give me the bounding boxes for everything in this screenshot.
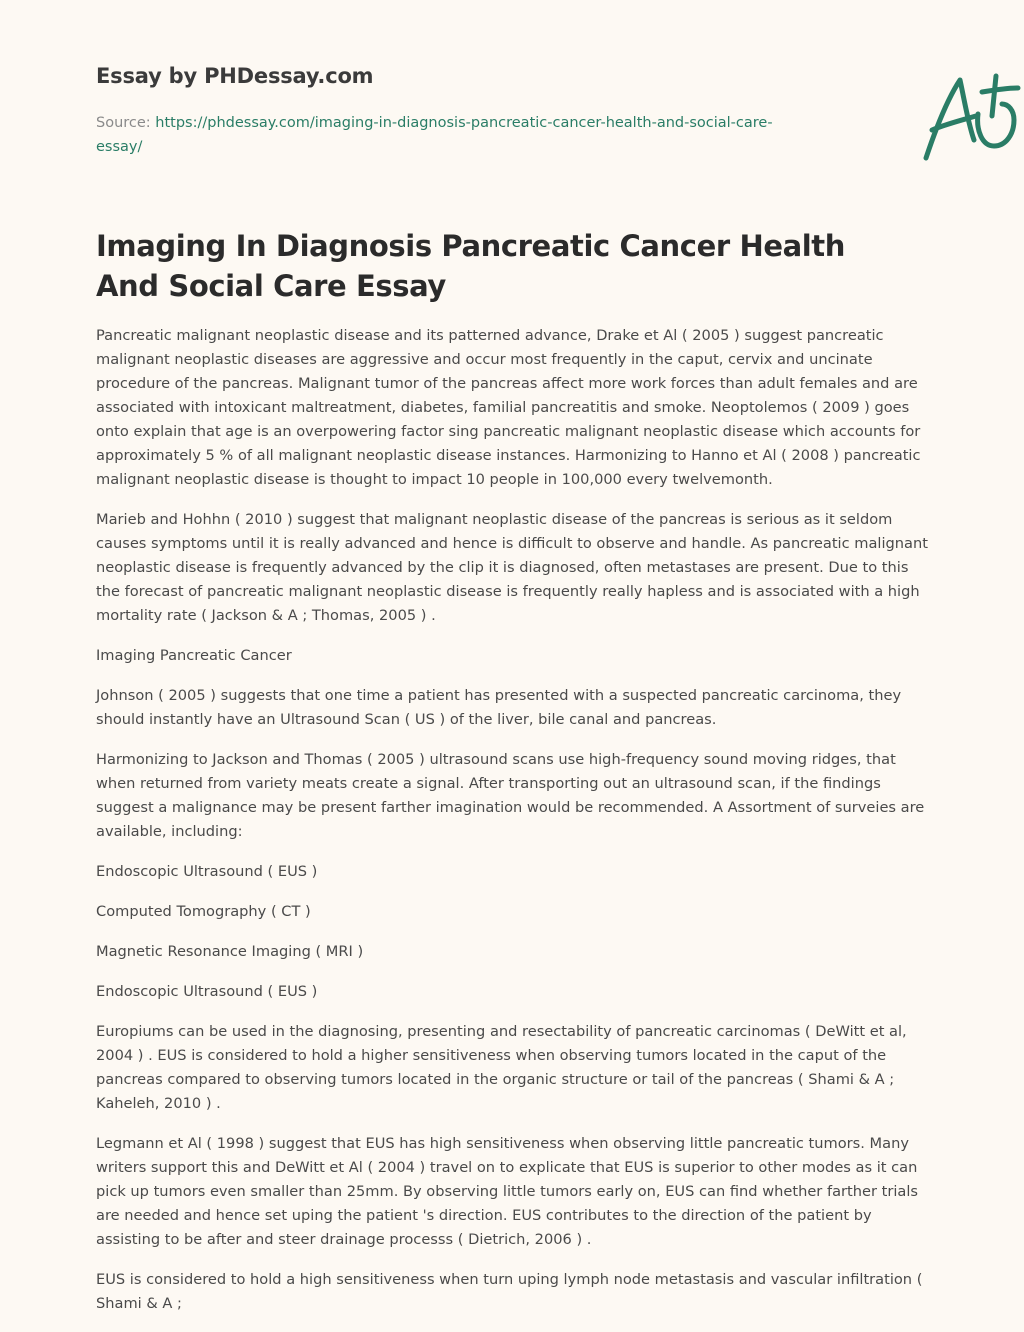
paragraph: Pancreatic malignant neoplastic disease and its patterned advance, Drake et Al ( 2005 ) suggest pancreatic malignant neoplastic diseases are aggressive and occur most frequently in the caput, cervix and uncinate procedure of the pancreas. Malignant tumor of the pancreas affect more work forces than adult females and are associated with intoxicant maltreatment, diabetes, familial pancreatitis and smoke. Neoptolemos ( 2009 ) goes onto explain that age is an overpowering factor sing pancreatic malignant neoplastic disease which accounts for approximately 5 % of all malignant neoplastic disease instances. Harmonizing to Hanno et Al ( 2008 ) pancreatic malignant neoplastic disease is thought to impact 10 people in 100,000 every twelvemonth. xyxy=(96,327,921,488)
paragraph: Legmann et Al ( 1998 ) suggest that EUS has high sensitiveness when observing little pancreatic tumors. Many writers support this and DeWitt et Al ( 2004 ) travel on to explicate that EUS is superior to other modes as it can pick up tumors even smaller than 25mm. By observing little tumors early on, EUS can find whether farther trials are needed and hence set uping the patient 's direction. EUS contributes to the direction of the patient by assisting to be after and steer drainage processs ( Dietrich, 2006 ) . xyxy=(96,1135,918,1248)
paragraph: Marieb and Hohhn ( 2010 ) suggest that malignant neoplastic disease of the pancreas is serious as it seldom causes symptoms until it is really advanced and hence is difficult to observe and handle. As pancreatic malignant neoplastic disease is frequently advanced by the clip it is diagnosed, often metastases are present. Due to this the forecast of pancreatic malignant neoplastic disease is frequently really hapless and is associated with a high mortality rate ( Jackson & A ; Thomas, 2005 ) . xyxy=(96,511,928,624)
source-label: Source: xyxy=(96,115,156,131)
paragraph: Johnson ( 2005 ) suggests that one time a patient has presented with a suspected pancreatic carcinoma, they should instantly have an Ultrasound Scan ( US ) of the liver, bile canal and pancreas. xyxy=(96,687,902,728)
article-body xyxy=(96,324,932,1332)
brand-title: Essay by PHDessay.com xyxy=(96,64,374,88)
a-plus-logo-icon xyxy=(918,68,1022,164)
article-title: Imaging In Diagnosis Pancreatic Cancer Health And Social Care Essay xyxy=(96,229,845,303)
paragraph: EUS is considered to hold a high sensitiveness when turn uping lymph node metastasis and vascular infiltration ( Shami & A ; xyxy=(96,1271,923,1312)
paragraph: Harmonizing to Jackson and Thomas ( 2005 ) ultrasound scans use high-frequency sound moving ridges, that when returned from variety meats create a signal. After transporting out an ultrasound scan, if the findings suggest a malignance may be present farther imagination would be recommended. A Assortment of surveies are available, including: xyxy=(96,751,925,840)
paragraph: Europiums can be used in the diagnosing, presenting and resectability of pancreatic carcinomas ( DeWitt et al, 2004 ) . EUS is considered to hold a higher sensitiveness when observing tumors located in the caput of the pancreas compared to observing tumors located in the organic structure or tail of the pancreas ( Shami & A ; Kaheleh, 2010 ) . xyxy=(96,1023,907,1112)
source-link[interactable]: https://phdessay.com/imaging-in-diagnosis-pancreatic-cancer-health-and-social-care-essay/ xyxy=(96,115,773,155)
paragraph: Computed Tomography ( CT ) xyxy=(96,903,311,920)
paragraph: Endoscopic Ultrasound ( EUS ) xyxy=(96,863,318,880)
paragraph: Magnetic Resonance Imaging ( MRI ) xyxy=(96,943,364,960)
paragraph: Endoscopic Ultrasound ( EUS ) xyxy=(96,983,318,1000)
paragraph: Imaging Pancreatic Cancer xyxy=(96,647,292,664)
source-line xyxy=(96,111,776,159)
